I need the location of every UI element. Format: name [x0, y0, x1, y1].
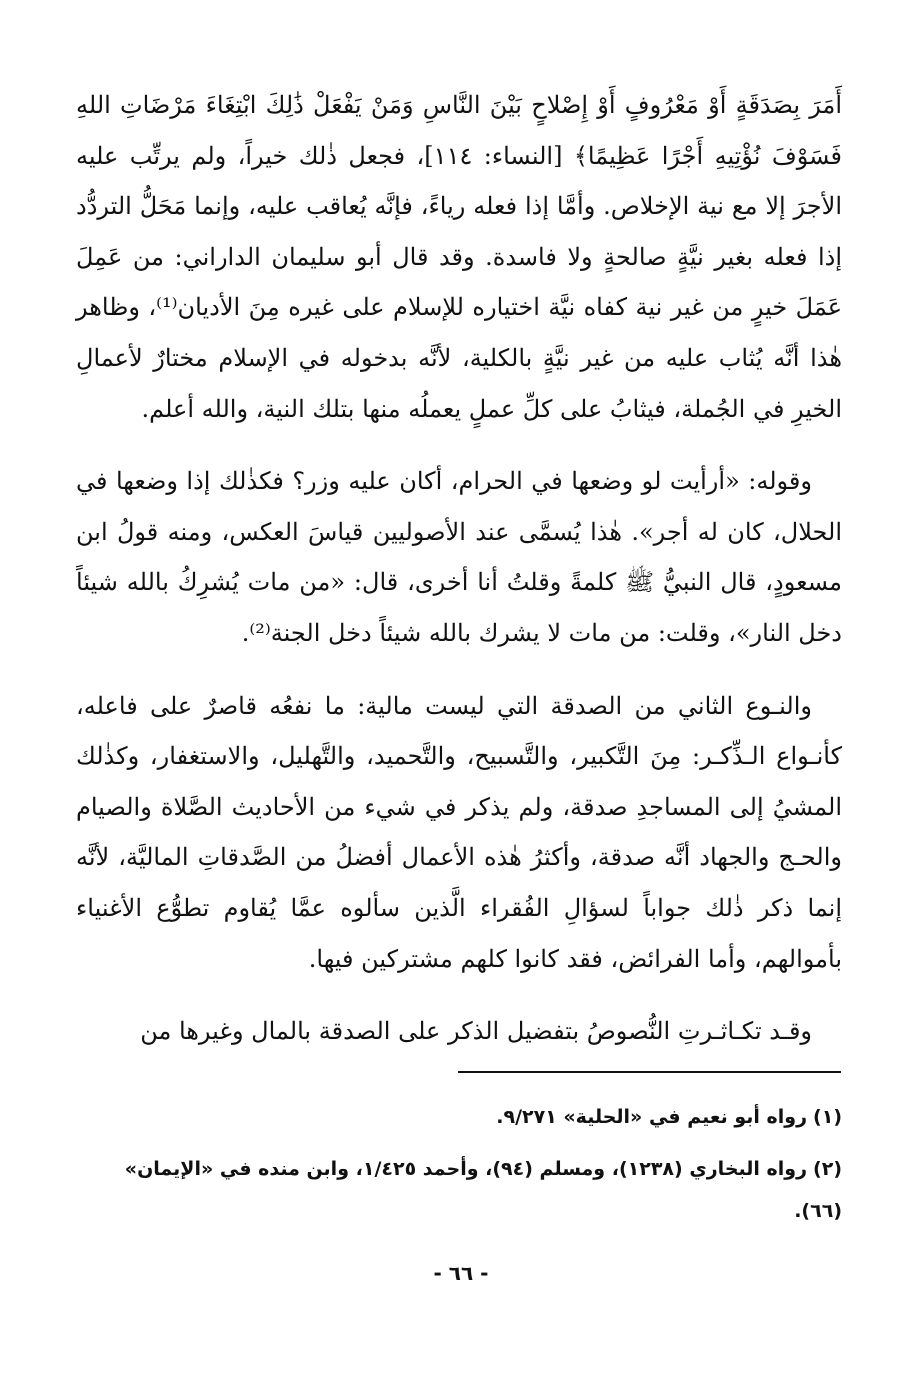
footnote-text: رواه البخاري (١٢٣٨)، ومسلم (٩٤)، وأحمد ١/٤٢٥، وابن منده في «الإيمان» (٦٦). — [124, 1158, 842, 1222]
footnote-separator — [458, 1071, 841, 1073]
footnote-1 — [76, 1096, 842, 1138]
paragraph-3: والنـوع الثاني من الصدقة التي ليست مالية: ما نفعُه قاصرٌ على فاعله، كأنـواع الـذِّكـر: مِنَ التَّكبير، والتَّسبيح، والتَّحميد، والتَّهليل، والاستغفار، وكذٰلك المشيُ إلى المساجدِ صدقة، ولم يذكر في شيء من الأحاديث الصَّلاة والصيام والحـج والجهاد أنَّه صدقة، وأكثرُ هٰذه الأعمال أفضلُ من الصَّدقاتِ الماليَّة، لأنَّه إنما ذكر ذٰلك جواباً لسؤالِ الفُقراء الَّذين سألوه عمَّا يُقاوم تطوُّع الأغنياء بأموالهم، وأما الفرائض، فقد كانوا كلهم مشتركين فيها. — [76, 691, 842, 973]
paragraph-4: وقـد تكـاثـرتِ النُّصوصُ بتفضيل الذكر على الصدقة بالمال وغيرها من — [140, 1017, 812, 1046]
footnotes — [76, 1096, 842, 1242]
footnote-number: (٢) — [813, 1158, 842, 1180]
page-number: - ٦٦ - — [433, 1261, 489, 1285]
main-text — [76, 80, 842, 1057]
footnote-2 — [76, 1148, 842, 1232]
footnote-text: رواه أبو نعيم في «الحلية» ٩/٢٧١. — [496, 1106, 808, 1128]
footnote-number: (١) — [813, 1106, 842, 1128]
paragraph-1: أَمَرَ بِصَدَقَةٍ أَوْ مَعْرُوفٍ أَوْ إِصْلاحٍ بَيْنَ النَّاسِ وَمَنْ يَفْعَلْ ذَٰلِكَ ابْتِغَاءَ مَرْضَاتِ اللهِ فَسَوْفَ نُؤْتِيهِ أَجْرًا عَظِيمًا﴾ [النساء: ١١٤]، فجعل ذٰلك خيراً، ولم يرتِّب عليه الأجرَ إلا مع نية الإخلاص. وأمَّا إذا فعله رياءً، فإنَّه يُعاقب عليه، وإنما مَحَلُّ التردُّد إذا فعله بغير نيَّةٍ صالحةٍ ولا فاسدة. وقد قال أبو سليمان الداراني: من عَمِلَ عَمَلَ خيرٍ من غير نية كفاه نيَّة اختياره للإسلام على غيره مِنَ الأديان⁽¹⁾، وظاهر هٰذا أنَّه يُثاب عليه من غير نيَّةٍ بالكلية، لأنَّه بدخوله في الإسلام مختارٌ لأعمالِ الخيرِ في الجُملة، فيثابُ على كلِّ عملٍ يعملُه منها بتلك النية، والله أعلم. — [76, 91, 843, 423]
paragraph-2: وقوله: «أرأيت لو وضعها في الحرام، أكان عليه وزر؟ فكذٰلك إذا وضعها في الحلال، كان له أجر». هٰذا يُسمَّى عند الأصوليين قياسَ العكس، ومنه قولُ ابن مسعودٍ، قال النبيُّ ﷺ كلمةً وقلتُ أنا أخرى، قال: «من مات يُشرِكُ بالله شيئاً دخل النار»، وقلت: من مات لا يشرك بالله شيئاً دخل الجنة⁽²⁾. — [76, 467, 842, 647]
